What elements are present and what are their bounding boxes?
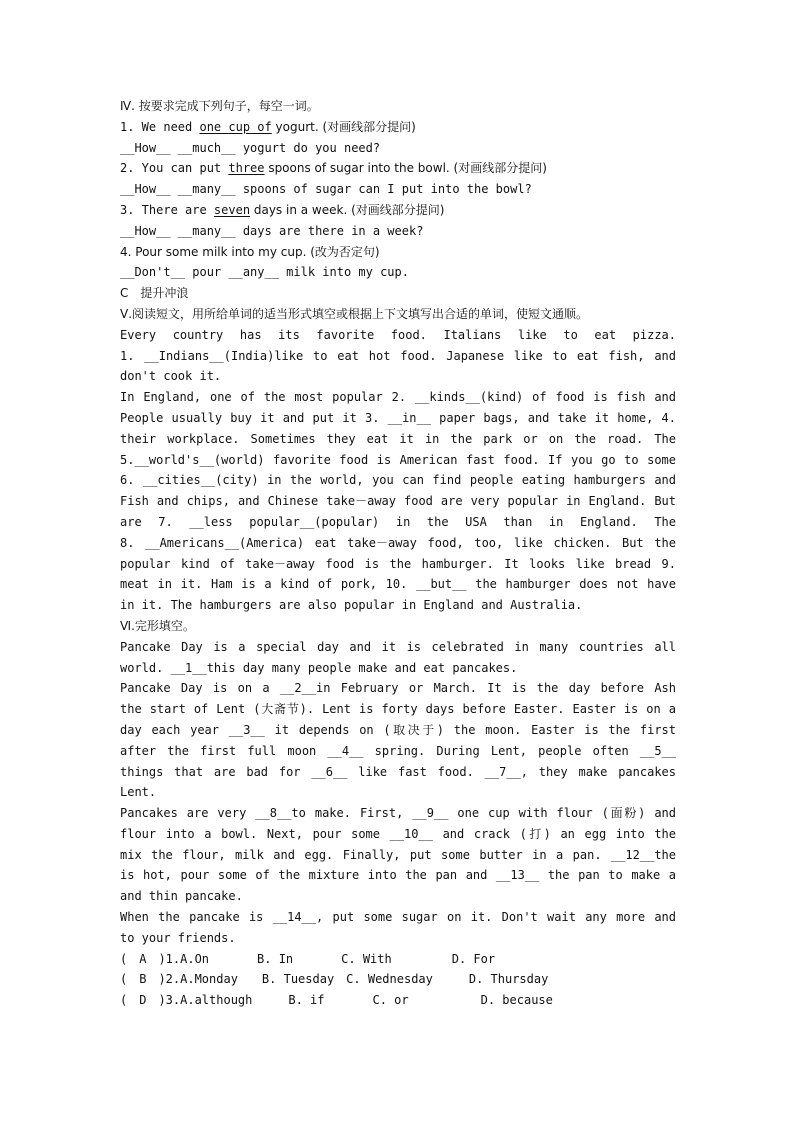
question-2: 2. You can put three spoons of sugar into the bowl. (对画线部分提问): [120, 161, 547, 176]
cloze-line: mix the flour, milk and egg. Finally, put some butter in a pan. __12__the: [120, 847, 676, 862]
section-c-heading: C 提升冲浪: [120, 286, 189, 301]
passage-line: popular kind of take－away food is the hamburger. It looks like bread 9.: [120, 556, 676, 571]
question-3: 3. There are seven days in a week. (对画线部分提问): [120, 202, 445, 217]
passage-line: 6. __cities__(city) in the world, you can find people eating hamburgers and: [120, 473, 676, 488]
section-4-heading: Ⅳ. 按要求完成下列句子，每空一词。: [120, 99, 319, 113]
section-6-heading: Ⅵ.完形填空。: [120, 618, 195, 633]
passage-line: their workplace. Sometimes they eat it in the park or on the road. The: [120, 431, 676, 446]
document-page: [120, 96, 676, 1011]
passage-line: People usually buy it and put it 3. __in__ paper bags, and take it home, 4.: [120, 410, 676, 425]
passage-line: meat in it. Ham is a kind of pork, 10. __but__ the hamburger does not have: [120, 577, 676, 592]
answer-1: __How__ __much__ yogurt do you need?: [120, 140, 381, 155]
passage-line: In England, one of the most popular 2. __kinds__(kind) of food is fish and: [120, 390, 676, 405]
answer-2: __How__ __many__ spoons of sugar can I put into the bowl?: [120, 182, 532, 197]
underlined-phrase: seven: [213, 202, 251, 217]
cloze-line: and thin pancake.: [120, 889, 243, 904]
cloze-line: Pancake Day is a special day and it is celebrated in many countries all: [120, 639, 676, 654]
cloze-line: day each year __3__ it depends on (取决于) the moon. Easter is the first: [120, 722, 676, 737]
cloze-line: the start of Lent (大斋节). Lent is forty days before Easter. Easter is on a: [120, 702, 676, 717]
cloze-line: Pancake Day is on a __2__in February or March. It is the day before Ash: [120, 681, 676, 696]
cloze-line: Lent.: [120, 785, 157, 800]
passage-line: 1. __Indians__(India)like to eat hot food. Japanese like to eat fish, and: [120, 348, 676, 363]
passage-line: Fish and chips, and Chinese take－away food are very popular in England. But: [120, 494, 676, 509]
underlined-phrase: one cup of: [199, 119, 272, 134]
answer-3: __How__ __many__ days are there in a week?: [120, 223, 424, 238]
answer-4: __Don't__ pour __any__ milk into my cup.: [120, 265, 409, 280]
choice-row: ( B )2.A.Monday B. Tuesday C. Wednesday D. Thursday: [120, 972, 549, 987]
passage-line: Every country has its favorite food. Italians like to eat pizza.: [120, 327, 676, 342]
cloze-line: Pancakes are very __8__to make. First, __9__ one cup with flour (面粉) and: [120, 806, 676, 821]
question-1: 1. We need one cup of yogurt. (对画线部分提问): [120, 119, 416, 134]
cloze-line: world. __1__this day many people make and eat pancakes.: [120, 660, 518, 675]
passage-line: are 7. __less popular__(popular) in the USA than in England. The: [120, 514, 676, 529]
cloze-line: to your friends.: [120, 930, 236, 945]
cloze-line: after the first full moon __4__ spring. During Lent, people often __5__: [120, 743, 676, 758]
passage-line: in it. The hamburgers are also popular in England and Australia.: [120, 598, 583, 613]
passage-line: 5.__world's__(world) favorite food is American fast food. If you go to some: [120, 452, 676, 467]
cloze-line: flour into a bowl. Next, pour some __10__ and crack (打) an egg into the: [120, 826, 676, 841]
choice-row: ( A )1.A.On B. In C. With D. For: [120, 951, 496, 966]
passage-line: don't cook it.: [120, 369, 222, 384]
cloze-line: When the pancake is __14__, put some sugar on it. Don't wait any more and: [120, 910, 676, 925]
choice-row: ( D )3.A.although B. if C. or D. because: [120, 993, 553, 1008]
question-4: 4. Pour some milk into my cup. (改为否定句): [120, 244, 380, 259]
cloze-line: is hot, pour some of the mixture into the pan and __13__ the pan to make a: [120, 868, 676, 883]
cloze-line: things that are bad for __6__ like fast food. __7__, they make pancakes: [120, 764, 676, 779]
section-5-heading: Ⅴ.阅读短文，用所给单词的适当形式填空或根据上下文填写出合适的单词，使短文通顺。: [120, 306, 589, 321]
underlined-phrase: three: [228, 161, 265, 176]
passage-line: 8. __Americans__(America) eat take－away food, too, like chicken. But the: [120, 535, 676, 550]
